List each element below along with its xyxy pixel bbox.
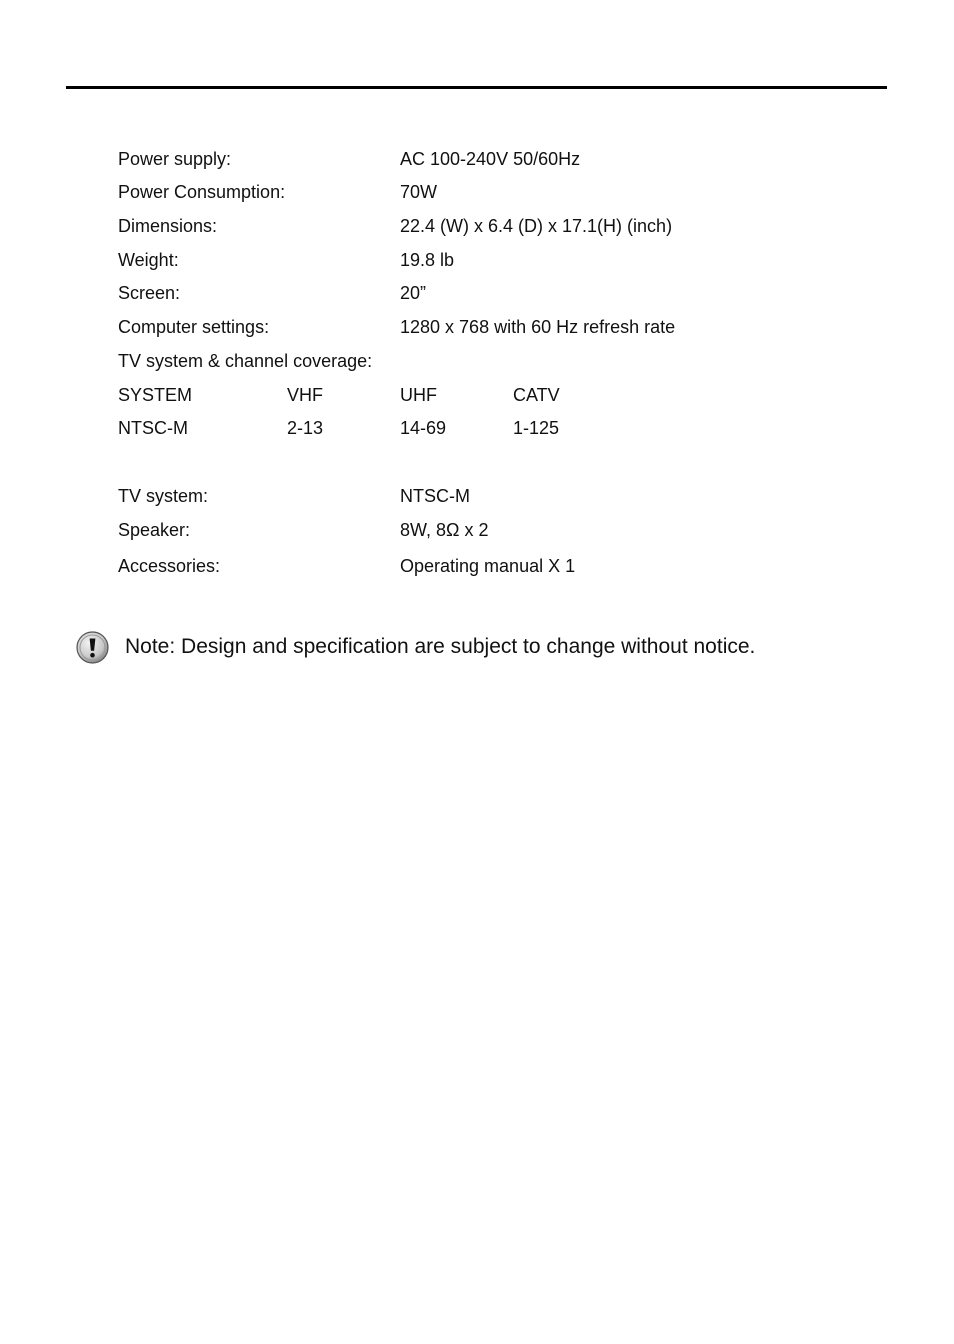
spec-row-power-consumption — [118, 180, 818, 204]
tv-column-header: VHF — [287, 385, 323, 405]
tv-cell: 1-125 — [513, 418, 560, 438]
spec-row-speaker — [118, 518, 818, 542]
spec-value: 8W, 8Ω x 2 — [400, 520, 489, 540]
spec-label: Computer settings: — [118, 317, 270, 337]
tv-column-header: UHF — [400, 385, 437, 405]
spec-label: Accessories: — [118, 556, 221, 576]
tv-coverage-data-row — [118, 416, 818, 440]
spec-label: Screen: — [118, 283, 181, 303]
spec-value: 22.4 (W) x 6.4 (D) x 17.1(H) (inch) — [400, 216, 673, 236]
spec-row-screen — [118, 281, 818, 305]
tv-coverage-heading — [118, 349, 818, 373]
spec-row-weight — [118, 248, 818, 272]
spec-label: TV system: — [118, 486, 209, 506]
tv-coverage-header-row — [118, 383, 818, 407]
spec-value: 1280 x 768 with 60 Hz refresh rate — [400, 317, 676, 337]
tv-cell: NTSC-M — [118, 418, 188, 438]
spec-label: Dimensions: — [118, 216, 218, 236]
spec-row-accessories — [118, 554, 818, 578]
spec-label: Weight: — [118, 250, 179, 270]
spec-label: Speaker: — [118, 520, 191, 540]
tv-cell: 14-69 — [400, 418, 447, 438]
spec-value: AC 100-240V 50/60Hz — [400, 149, 581, 169]
tv-cell: 2-13 — [287, 418, 324, 438]
spec-value: NTSC-M — [400, 486, 470, 506]
spec-row-computer-settings — [118, 315, 818, 339]
spec-row-dimensions — [118, 214, 818, 238]
tv-coverage-heading-text: TV system & channel coverage: — [118, 351, 373, 371]
spec-row-power-supply — [118, 147, 818, 171]
spec-label: Power Consumption: — [118, 182, 286, 202]
note-text: Note: Design and specification are subject to change without notice. — [125, 635, 756, 658]
exclamation-icon — [76, 631, 109, 664]
note — [76, 630, 876, 664]
tv-column-header: CATV — [513, 385, 560, 405]
spec-value: 70W — [400, 182, 438, 202]
spec-label: Power supply: — [118, 149, 232, 169]
spec-value: 19.8 lb — [400, 250, 455, 270]
spec-value: Operating manual X 1 — [400, 556, 576, 576]
spec-value: 20” — [400, 283, 427, 303]
tv-column-header: SYSTEM — [118, 385, 193, 405]
top-divider — [66, 86, 887, 89]
spec-row-tv-system — [118, 484, 818, 508]
